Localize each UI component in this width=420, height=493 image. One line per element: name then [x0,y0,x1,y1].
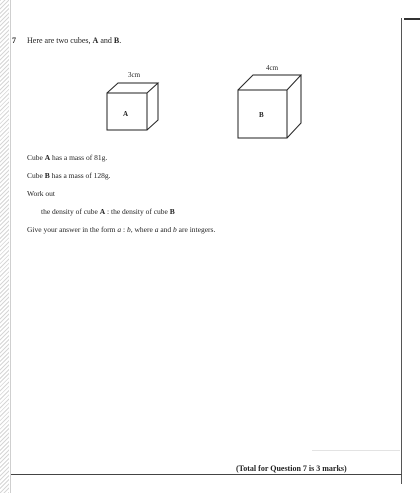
cube-a-label: A [123,110,129,118]
cube-a-dimension: 3cm [128,71,141,79]
answer-line [312,450,400,451]
question-intro: Here are two cubes, A and B. [27,36,122,45]
cube-a-diagram [106,82,160,132]
right-page-border [401,18,402,484]
question-number: 7 [12,36,16,45]
total-marks: (Total for Question 7 is 3 marks) [236,464,347,473]
cube-a-ref: A [92,36,99,45]
left-margin-line [10,0,11,493]
mass-b-text: Cube B has a mass of 128g. [27,171,111,180]
cube-b-dimension: 4cm [266,64,279,72]
work-out-text: Work out [27,189,55,198]
cube-b-diagram [237,74,303,140]
right-edge-mark [404,18,420,20]
mass-a-text: Cube A has a mass of 81g. [27,153,108,162]
answer-form-text: Give your answer in the form a : b, where a and b are integers. [27,225,216,234]
cube-b-label: B [259,111,264,119]
bottom-rule [11,474,402,475]
cube-b-ref: B [113,36,120,45]
density-ratio-text: the density of cube A : the density of cube B [41,207,175,216]
left-margin-hatching [0,0,9,493]
